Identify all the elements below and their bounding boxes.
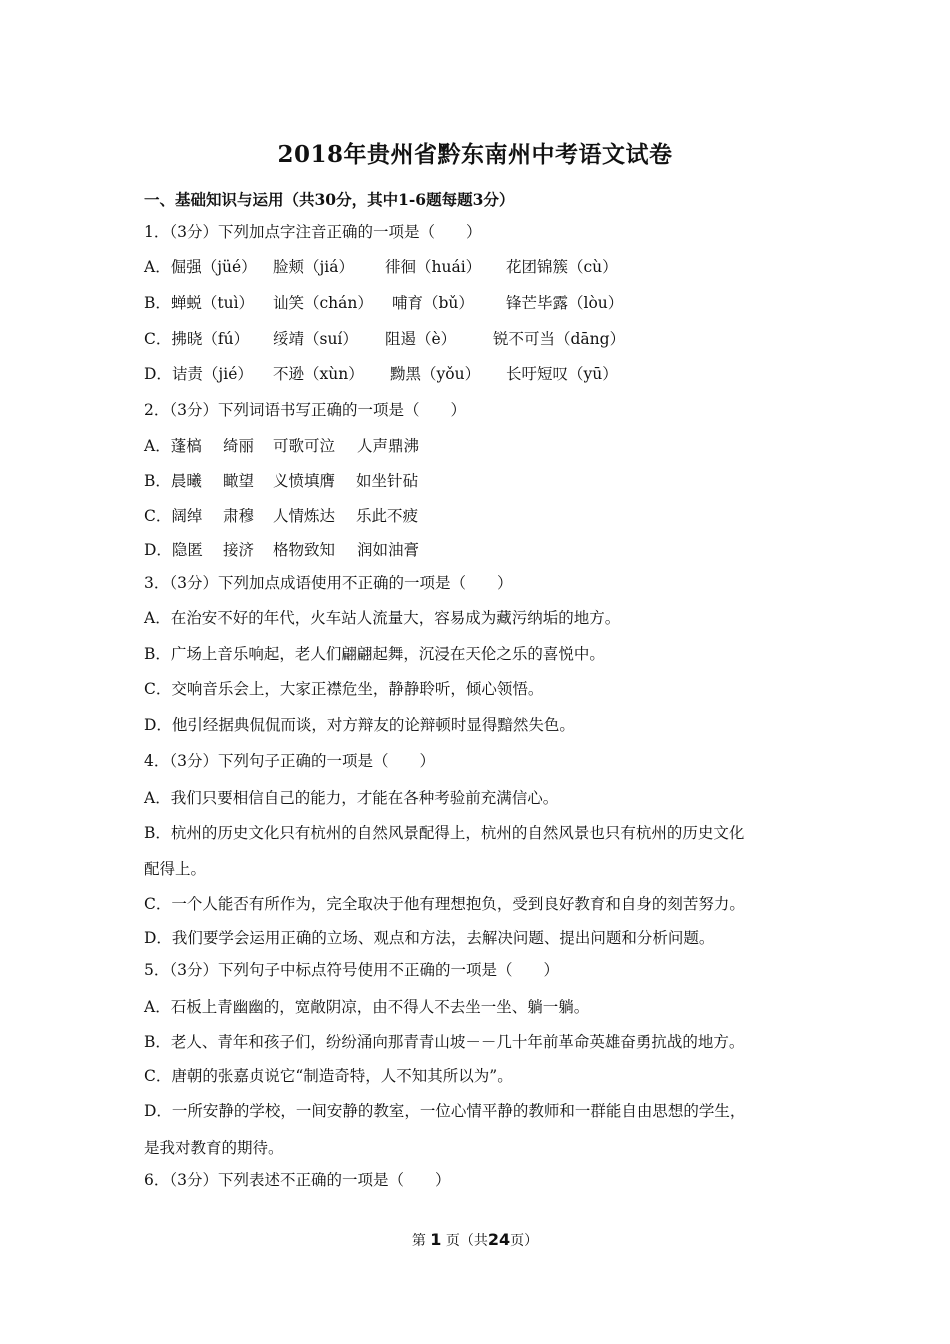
option-item: 哺育（bǔ） xyxy=(392,294,474,312)
question-4-option-d: D．我们要学会运用正确的立场、观点和方法，去解决问题、提出问题和分析问题。 xyxy=(144,929,715,947)
question-5-option-c: C．唐朝的张嘉贞说它“制造奇特，人不知其所以为”。 xyxy=(144,1067,513,1085)
option-item: 讪笑（chán） xyxy=(273,294,373,312)
question-3-option-b: B．广场上音乐响起，老人们翩翩起舞，沉浸在天伦之乐的喜悦中。 xyxy=(144,645,605,663)
question-4-stem: 4．（3分）下列句子正确的一项是（ ） xyxy=(144,752,435,770)
option-item: 长吁短叹（yū） xyxy=(506,365,618,383)
option-item: A．倔强（jüé） xyxy=(144,258,257,276)
question-3-option-d: D．他引经据典侃侃而谈，对方辩友的论辩顿时显得黯然失色。 xyxy=(144,716,575,734)
option-item: 义愤填膺 xyxy=(273,472,336,490)
option-item: 阻遏（è） xyxy=(385,330,457,348)
option-item: 人情炼达 xyxy=(273,507,336,525)
question-3-stem: 3．（3分）下列加点成语使用不正确的一项是（ ） xyxy=(144,574,513,592)
option-item: B．晨曦 xyxy=(144,472,202,490)
question-1-option-a xyxy=(144,257,618,277)
option-item: B．蝉蜕（tuì） xyxy=(144,294,255,312)
question-4-option-b-line2: 配得上。 xyxy=(144,860,207,878)
question-5-option-d-line1: D．一所安静的学校，一间安静的教室，一位心情平静的教师和一群能自由思想的学生， xyxy=(144,1102,746,1120)
page-number: 1 xyxy=(430,1230,442,1249)
question-2-option-d xyxy=(144,540,419,560)
option-item: D．诘责（jié） xyxy=(144,365,253,383)
footer-middle: 页（共 xyxy=(445,1233,488,1249)
option-item: 格物致知 xyxy=(273,541,336,559)
option-item: 绮丽 xyxy=(223,437,255,455)
question-5-stem: 5．（3分）下列句子中标点符号使用不正确的一项是（ ） xyxy=(144,961,559,979)
question-2-option-c xyxy=(144,506,418,526)
page-title: 2018年贵州省黔东南州中考语文试卷 xyxy=(277,141,673,168)
option-item: D．隐匿 xyxy=(144,541,203,559)
option-item: 锐不可当（dāng） xyxy=(493,330,626,348)
option-item: 润如油膏 xyxy=(357,541,420,559)
question-1-option-b xyxy=(144,293,623,313)
question-5-option-d-line2: 是我对教育的期待。 xyxy=(144,1139,284,1157)
question-1-option-c xyxy=(144,329,625,349)
question-5-option-b: B．老人、青年和孩子们，纷纷涌向那青青山坡－－几十年前革命英雄奋勇抗战的地方。 xyxy=(144,1033,745,1051)
page-total: 24 xyxy=(487,1230,511,1249)
question-1-option-d xyxy=(144,364,618,384)
option-item: 绥靖（suí） xyxy=(273,330,358,348)
option-item: 锋芒毕露（lòu） xyxy=(506,294,624,312)
option-item: 人声鼎沸 xyxy=(357,437,420,455)
option-item: 黝黑（yǒu） xyxy=(390,365,481,383)
option-item: 接济 xyxy=(223,541,255,559)
footer-prefix: 第 xyxy=(411,1233,426,1249)
question-1-stem: 1．（3分）下列加点字注音正确的一项是（ ） xyxy=(144,223,482,241)
page-footer xyxy=(0,1230,950,1250)
question-6-stem: 6．（3分）下列表述不正确的一项是（ ） xyxy=(144,1171,451,1189)
question-3-option-c: C．交响音乐会上，大家正襟危坐，静静聆听，倾心领悟。 xyxy=(144,680,544,698)
question-4-option-a: A．我们只要相信自己的能力，才能在各种考验前充满信心。 xyxy=(144,789,559,807)
option-item: 瞰望 xyxy=(223,472,255,490)
section-heading: 一、基础知识与运用（共30分，其中1-6题每题3分） xyxy=(144,190,515,209)
option-item: 如坐针砧 xyxy=(356,472,419,490)
question-2-option-a xyxy=(144,436,419,456)
option-item: 徘徊（huái） xyxy=(385,258,482,276)
option-item: 可歌可泣 xyxy=(273,437,336,455)
question-4-option-c: C．一个人能否有所作为，完全取决于他有理想抱负，受到良好教育和自身的刻苦努力。 xyxy=(144,895,745,913)
option-item: 肃穆 xyxy=(223,507,255,525)
question-2-stem: 2．（3分）下列词语书写正确的一项是（ ） xyxy=(144,401,466,419)
option-item: A．蓬槁 xyxy=(144,437,202,455)
option-item: C．阔绰 xyxy=(144,507,203,525)
option-item: 不逊（xùn） xyxy=(273,365,364,383)
question-5-option-a: A．石板上青幽幽的，宽敞阴凉，由不得人不去坐一坐、躺一躺。 xyxy=(144,998,590,1016)
footer-suffix: 页） xyxy=(510,1233,539,1249)
question-3-option-a: A．在治安不好的年代，火车站人流量大，容易成为藏污纳垢的地方。 xyxy=(144,609,621,627)
option-item: 脸颊（jiá） xyxy=(273,258,355,276)
option-item: 乐此不疲 xyxy=(356,507,419,525)
option-item: C．拂晓（fú） xyxy=(144,330,250,348)
question-2-option-b xyxy=(144,471,418,491)
question-4-option-b-line1: B．杭州的历史文化只有杭州的自然风景配得上，杭州的自然风景也只有杭州的历史文化 xyxy=(144,824,745,842)
option-item: 花团锦簇（cù） xyxy=(506,258,618,276)
